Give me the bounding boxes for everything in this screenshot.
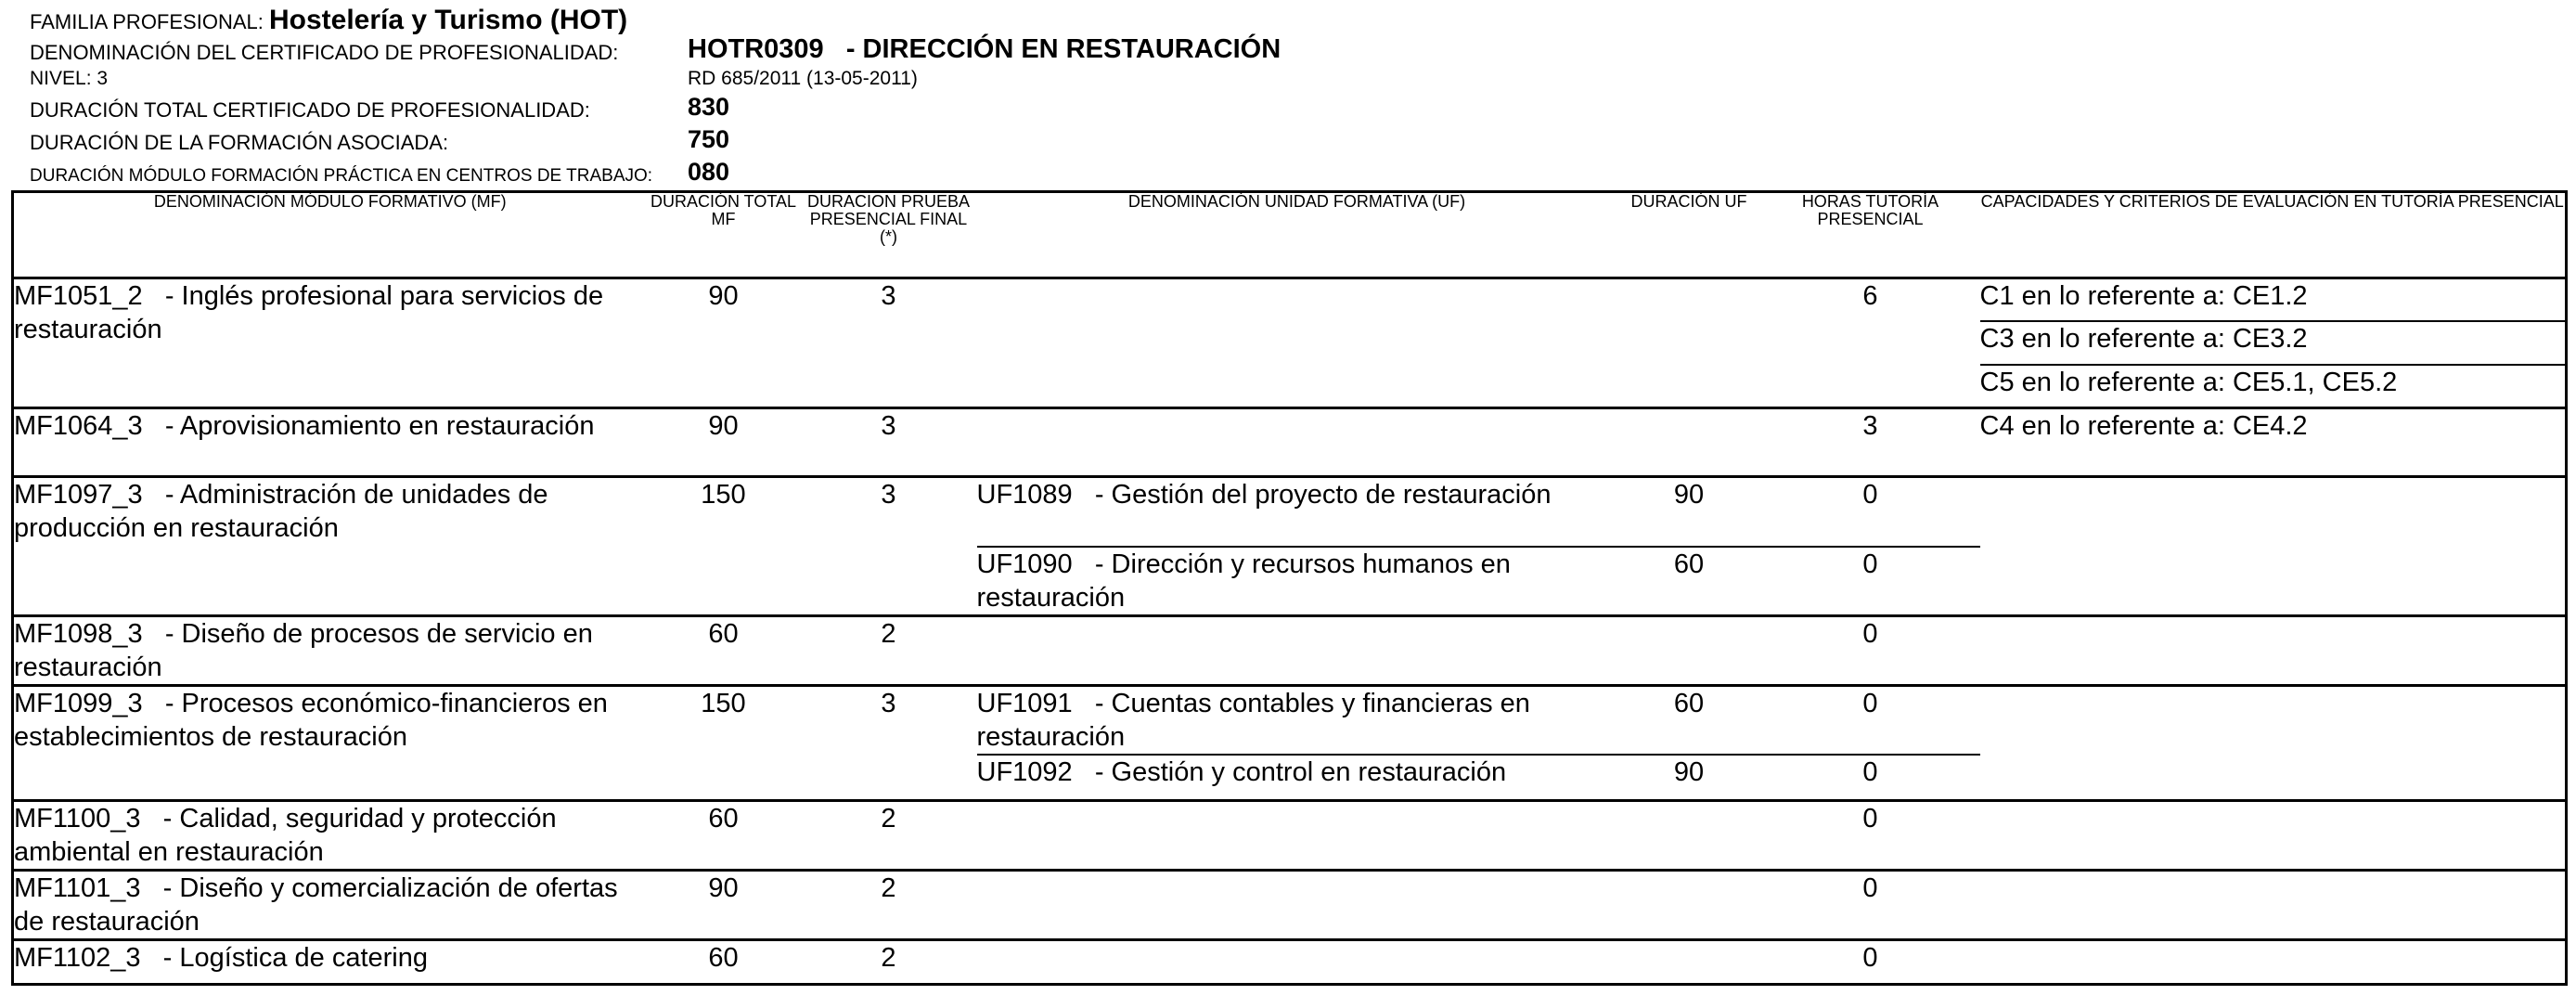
duracion-practica-value: 080 — [688, 158, 730, 186]
duracion-uf-cell — [1617, 801, 1761, 871]
col-header-duracion-uf: DURACIÓN UF — [1617, 192, 1761, 278]
capacidad-cell: C5 en lo referente a: CE5.1, CE5.2 — [1980, 365, 2567, 408]
duracion-uf-cell — [1617, 408, 1761, 477]
uf-cell — [977, 940, 1617, 985]
table-row — [13, 685, 2567, 755]
denominacion-value: HOTR0309 - DIRECCIÓN EN RESTAURACIÓN — [688, 34, 1282, 64]
prueba-cell: 3 — [801, 685, 977, 801]
mf-cell: MF1099_3 - Procesos económico-financieros en establecimientos de restauración — [13, 685, 647, 801]
col-header-prueba: DURACION PRUEBA PRESENCIAL FINAL (*) — [801, 192, 977, 278]
table-row — [13, 940, 2567, 985]
table-row — [13, 408, 2567, 477]
prueba-cell: 3 — [801, 477, 977, 616]
duracion-uf-cell: 60 — [1617, 547, 1761, 616]
col-header-uf: DENOMINACIÓN UNIDAD FORMATIVA (UF) — [977, 192, 1617, 278]
duracion-mf-cell: 90 — [647, 408, 801, 477]
prueba-cell: 3 — [801, 278, 977, 408]
capacidad-cell: C1 en lo referente a: CE1.2 — [1980, 278, 2567, 321]
duracion-mf-cell: 150 — [647, 477, 801, 616]
denominacion-label: DENOMINACIÓN DEL CERTIFICADO DE PROFESIONALIDAD: — [30, 41, 619, 64]
duracion-uf-cell — [1617, 940, 1761, 985]
prueba-cell: 2 — [801, 940, 977, 985]
uf-cell — [977, 801, 1617, 871]
horas-tutoria-cell: 0 — [1761, 755, 1980, 801]
duracion-total-value: 830 — [688, 93, 730, 121]
col-header-mf: DENOMINACIÓN MÓDULO FORMATIVO (MF) — [13, 192, 647, 278]
mf-cell: MF1098_3 - Diseño de procesos de servicio en restauración — [13, 615, 647, 685]
uf-cell — [977, 871, 1617, 940]
table-row — [13, 801, 2567, 871]
duracion-mf-cell: 60 — [647, 615, 801, 685]
duracion-mf-cell: 90 — [647, 278, 801, 408]
table-row — [13, 615, 2567, 685]
horas-tutoria-cell: 0 — [1761, 940, 1980, 985]
duracion-total-label: DURACIÓN TOTAL CERTIFICADO DE PROFESIONALIDAD: — [30, 98, 590, 122]
capacidad-cell — [1980, 615, 2567, 685]
mf-cell: MF1051_2 - Inglés profesional para servicios de restauración — [13, 278, 647, 408]
uf-cell — [977, 408, 1617, 477]
certificate-header — [0, 0, 2576, 190]
modules-table — [11, 190, 2568, 986]
prueba-cell: 2 — [801, 615, 977, 685]
table-row — [13, 278, 2567, 321]
duracion-uf-cell: 90 — [1617, 755, 1761, 801]
duracion-uf-cell — [1617, 871, 1761, 940]
capacidad-cell — [1980, 685, 2567, 801]
prueba-cell: 2 — [801, 871, 977, 940]
capacidad-cell: C4 en lo referente a: CE4.2 — [1980, 408, 2567, 477]
prueba-cell: 2 — [801, 801, 977, 871]
uf-cell: UF1091 - Cuentas contables y financieras en restauración — [977, 685, 1617, 755]
capacidad-cell: C3 en lo referente a: CE3.2 — [1980, 321, 2567, 365]
mf-cell: MF1102_3 - Logística de catering — [13, 940, 647, 985]
horas-tutoria-cell: 0 — [1761, 477, 1980, 547]
mf-cell: MF1097_3 - Administración de unidades de producción en restauración — [13, 477, 647, 616]
table-row — [13, 871, 2567, 940]
col-header-capacidades: CAPACIDADES Y CRITERIOS DE EVALUACIÓN EN TUTORÍA PRESENCIAL — [1980, 192, 2567, 278]
horas-tutoria-cell: 0 — [1761, 871, 1980, 940]
familia-line — [30, 6, 627, 35]
capacidad-cell — [1980, 801, 2567, 871]
uf-cell: UF1089 - Gestión del proyecto de restauración — [977, 477, 1617, 547]
mf-cell: MF1101_3 - Diseño y comercialización de ofertas de restauración — [13, 871, 647, 940]
uf-cell — [977, 615, 1617, 685]
duracion-formacion-value: 750 — [688, 125, 730, 153]
horas-tutoria-cell: 3 — [1761, 408, 1980, 477]
duracion-uf-cell — [1617, 615, 1761, 685]
familia-label: FAMILIA PROFESIONAL: — [30, 10, 264, 33]
horas-tutoria-cell: 0 — [1761, 615, 1980, 685]
nivel-label: NIVEL: 3 — [30, 68, 109, 89]
col-header-duracion-mf: DURACIÓN TOTAL MF — [647, 192, 801, 278]
horas-tutoria-cell: 0 — [1761, 547, 1980, 616]
duracion-mf-cell: 90 — [647, 871, 801, 940]
capacidad-cell — [1980, 940, 2567, 985]
duracion-mf-cell: 60 — [647, 940, 801, 985]
horas-tutoria-cell: 0 — [1761, 801, 1980, 871]
familia-value: Hostelería y Turismo (HOT) — [268, 5, 628, 35]
duracion-uf-cell: 60 — [1617, 685, 1761, 755]
duracion-formacion-label: DURACIÓN DE LA FORMACIÓN ASOCIADA: — [30, 131, 449, 154]
table-header-row — [13, 192, 2567, 278]
horas-tutoria-cell: 0 — [1761, 685, 1980, 755]
duracion-mf-cell: 60 — [647, 801, 801, 871]
col-header-horas-tutoria: HORAS TUTORÍA PRESENCIAL — [1761, 192, 1980, 278]
capacidad-cell — [1980, 871, 2567, 940]
mf-cell: MF1100_3 - Calidad, seguridad y protección ambiental en restauración — [13, 801, 647, 871]
horas-tutoria-cell: 6 — [1761, 278, 1980, 408]
mf-cell: MF1064_3 - Aprovisionamiento en restauración — [13, 408, 647, 477]
duracion-uf-cell — [1617, 278, 1761, 408]
rd-value: RD 685/2011 (13-05-2011) — [688, 68, 918, 89]
uf-cell — [977, 278, 1617, 408]
uf-cell: UF1092 - Gestión y control en restauración — [977, 755, 1617, 801]
duracion-uf-cell: 90 — [1617, 477, 1761, 547]
prueba-cell: 3 — [801, 408, 977, 477]
uf-cell: UF1090 - Dirección y recursos humanos en restauración — [977, 547, 1617, 616]
capacidad-cell — [1980, 477, 2567, 616]
duracion-practica-label: DURACIÓN MÓDULO FORMACIÓN PRÁCTICA EN CENTROS DE TRABAJO: — [30, 166, 653, 186]
duracion-mf-cell: 150 — [647, 685, 801, 801]
table-row — [13, 477, 2567, 547]
